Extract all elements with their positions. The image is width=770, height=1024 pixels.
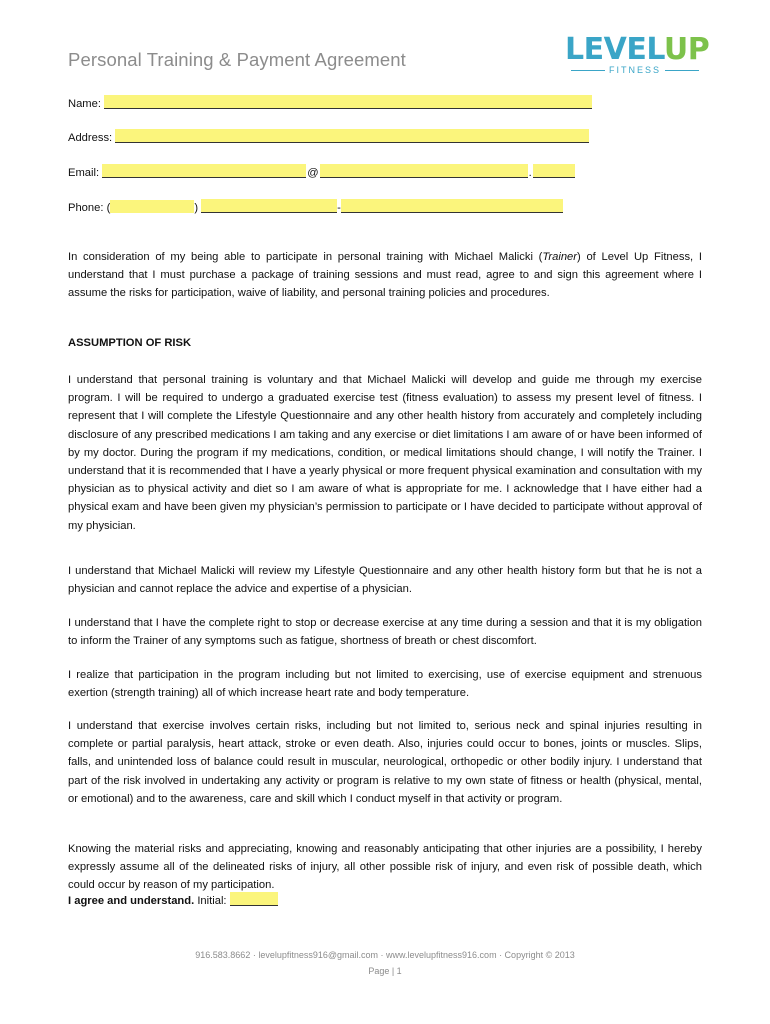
intro-trainer: Trainer (542, 251, 577, 263)
page-title: Personal Training & Payment Agreement (68, 49, 406, 70)
phone-line-field[interactable] (341, 199, 563, 213)
risk-paragraph-4: I realize that participation in the program including but not limited to exercising, use of exercise equipment and strenuous exertion (strength training) all of which increase heart rate and body temperature. (68, 669, 702, 700)
agree-statement: I agree and understand. (68, 895, 195, 907)
email-at-sign: @ (307, 167, 319, 179)
initial-field[interactable] (230, 892, 278, 906)
email-domain-field[interactable] (320, 164, 528, 178)
address-row (68, 129, 589, 144)
logo-word-level: LEVEL (565, 32, 664, 67)
footer-contact: 916.583.8662 · levelupfitness916@gmail.com · www.levelupfitness916.com · Copyright © 2013 (195, 950, 575, 960)
assumption-of-risk-heading: ASSUMPTION OF RISK (68, 337, 192, 349)
risk-paragraph-6: Knowing the material risks and appreciating, knowing and reasonably anticipating that other injuries are a possibility, I hereby expressly assume all of the delineated risks of injury, all other possible risk of injury, and even risk of possible death, which could occur by reason of my participation. (68, 843, 702, 892)
name-row (68, 95, 592, 110)
name-field[interactable] (104, 95, 592, 109)
phone-area-code-field[interactable] (110, 200, 194, 213)
risk-paragraph-5: I understand that exercise involves certain risks, including but not limited to, serious neck and spinal injuries resulting in complete or partial paralysis, heart attack, stroke or even death. Also, injuries could occur to bones, joints or muscles. Slips, falls, and unintended loss of balance could result in muscular, neurological, orthopedic or other bodily injury. I understand that part of the risk involved in undertaking any activity or program is relative to my own state of fitness or health (physical, mental, or emotional) and to the awareness, care and skill which I conduct myself in that activity or program. (68, 720, 702, 805)
email-user-field[interactable] (102, 164, 306, 178)
email-row (68, 164, 575, 179)
email-tld-field[interactable] (533, 164, 575, 178)
intro-text-before: In consideration of my being able to participate in personal training with Michael Malicki ( (68, 251, 543, 263)
agree-line (68, 892, 278, 907)
risk-paragraph-2: I understand that Michael Malicki will review my Lifestyle Questionnaire and any other health history form but that he is not a physician and cannot replace the advice and expertise of a physician. (68, 565, 702, 596)
footer-page-number: Page | 1 (368, 966, 402, 976)
address-field[interactable] (115, 129, 589, 143)
phone-close-paren: ) (194, 202, 199, 214)
name-label: Name: (68, 98, 101, 110)
email-label: Email: (68, 167, 100, 179)
risk-paragraph-1: I understand that personal training is voluntary and that Michael Malicki will develop and guide me through my exercise program. I will be required to undergo a graduated exercise test (fitness evaluation) to assess my present level of fitness. I represent that I will complete the Lifestyle Questionnaire and any other health history from accurately and completely including disclosure of any prescribed medications I am taking and any exercise or diet limitations I am aware of or have been informed of by my doctor. During the program if my medications, condition, or medical limitations should change, I will notify the Trainer. I understand that it is recommended that I have a yearly physical or more frequent physical examination and consultation with my physician as to physical activity and diet so I am aware of what is appropriate for me. I acknowledge that I have either had a physical exam and have been given my physician’s permission to participate or I have decided to participate without approval of my physician. (68, 374, 702, 532)
logo-rule-right (665, 70, 699, 71)
phone-dash: - (337, 202, 341, 214)
level-up-fitness-logo (565, 32, 710, 82)
initial-label: Initial: (197, 895, 227, 907)
phone-row (68, 199, 563, 214)
address-label: Address: (68, 132, 113, 144)
email-dot: . (528, 167, 532, 179)
phone-open-paren: ( (106, 202, 111, 214)
intro-paragraph (68, 248, 702, 303)
risk-paragraph-3: I understand that I have the complete right to stop or decrease exercise at any time during a session and that it is my obligation to inform the Trainer of any symptoms such as fatigue, shortness of breath or chest discomfort. (68, 617, 702, 648)
logo-rule-left (571, 70, 605, 71)
phone-prefix-field[interactable] (201, 199, 337, 213)
logo-word-up: UP (663, 32, 710, 67)
logo-word-fitness: FITNESS (608, 65, 661, 75)
intro-text-after: ) of Level Up Fitness, I understand that I must purchase a package of training sessions and must read, agree to and sign this agreement where I assume the risks for participation, waive of liability, and personal training policies and procedures. (68, 251, 702, 300)
phone-label: Phone: (68, 202, 104, 214)
